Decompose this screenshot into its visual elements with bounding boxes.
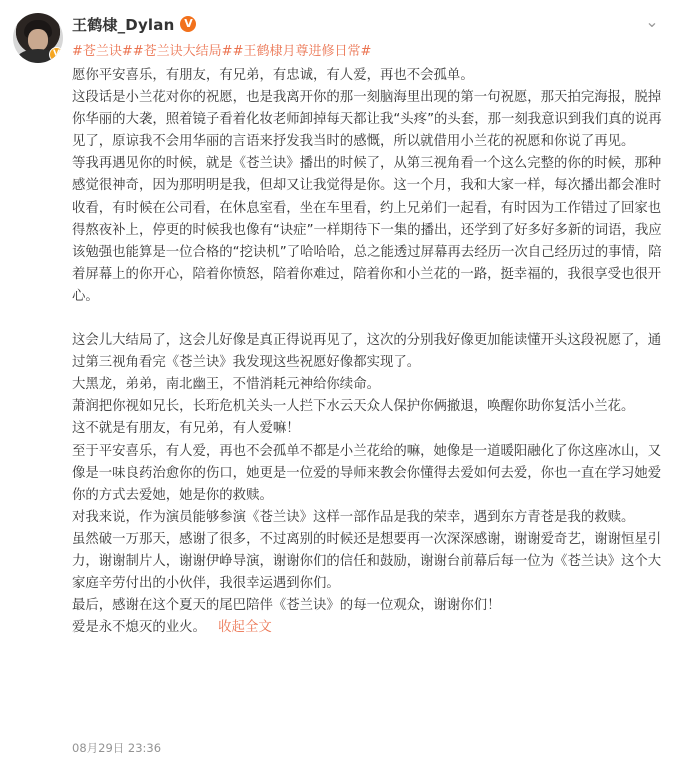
closing-line: 爱是永不熄灭的业火。 <box>72 620 206 636</box>
paragraph-10: 虽然破一万那天，感谢了很多，不过离别的时候还是想要再一次深深感谢，谢谢爱奇艺，谢谢恒星引力，谢谢制片人，谢谢伊峥导演，谢谢你们的信任和鼓励，谢谢台前幕后每一位为《苍兰诀》这个大家庭辛劳付出的小伙伴，我很幸运遇到你们。 <box>72 531 662 592</box>
post-content <box>72 65 668 639</box>
paragraph-2: 这段话是小兰花对你的祝愿，也是我离开你的那一刻脑海里出现的第一句祝愿，那天拍完海报，脱掉你华丽的大袭，照着镜子看着化妆老师卸掉每天都让我“头疼”的头套，那一刻我意识到我们真的说再见了，原谅我不会用华丽的言语来抒发我当时的感慨，所以就借用小兰花的祝愿和你说了再见。 <box>72 90 662 150</box>
post-timestamp[interactable]: 08月29日 23:36 <box>72 741 162 755</box>
paragraph-9: 对我来说，作为演员能够参演《苍兰诀》这样一部作品是我的荣幸，遇到东方青苍是我的救赎。 <box>72 509 635 525</box>
paragraph-8: 至于平安喜乐，有人爱，再也不会孤单不都是小兰花给的嘛，她像是一道暖阳融化了你这座冰山，又像是一味良药治愈你的伤口，她更是一位爱的导师来教会你懂得去爱如何去爱，你也一直在学习她爱你的方式去爱她，她是你的救赎。 <box>72 443 662 503</box>
avatar-face <box>28 29 48 51</box>
paragraph-11: 最后，感谢在这个夏天的尾巴陪伴《苍兰诀》的每一位观众，谢谢你们！ <box>72 598 501 614</box>
paragraph-4: 这会儿大结局了，这会儿好像是真正得说再见了，这次的分别我好像更加能读懂开头这段祝愿了，通过第三视角看完《苍兰诀》我发现这些祝愿好像都实现了。 <box>72 333 662 371</box>
avatar[interactable] <box>13 13 63 63</box>
paragraph-1: 愿你平安喜乐，有朋友，有兄弟，有忠诚，有人爱，再也不会孤单。 <box>72 68 474 83</box>
hashtag-line[interactable]: #苍兰诀##苍兰诀大结局##王鹤棣月尊进修日常# <box>72 44 372 59</box>
paragraph-spacer <box>72 308 668 330</box>
paragraph-7: 这不就是有朋友，有兄弟，有人爱嘛！ <box>72 421 300 437</box>
author-name[interactable]: 王鹤棣_Dylan <box>72 15 175 34</box>
collapse-full-text-link[interactable]: 收起全文 <box>218 620 272 636</box>
post-header <box>72 13 196 35</box>
paragraph-12 <box>72 617 668 639</box>
avatar-verified-badge: V <box>49 47 63 62</box>
chevron-down-icon[interactable]: ⌄ <box>645 12 659 31</box>
verified-badge-icon: V <box>180 16 196 32</box>
paragraph-3: 等我再遇见你的时候，就是《苍兰诀》播出的时候了，从第三视角看一个这么完整的你的时候，那种感觉很神奇，因为那明明是我，但却又让我觉得是你。这一个月，我和大家一样，每次播出都会准时收看，有时候在公司看，在休息室看，坐在车里看，约上兄弟们一起看，有时因为工作错过了回家也得熬夜补上，停更的时候我也像有“诀症”一样期待下一集的播出，还学到了好多好多新的词语，我应该勉强也能算是一位合格的“挖诀机”了哈哈哈，总之能透过屏幕再去经历一次自己经历过的事情，陪着屏幕上的你开心，陪着你愤怒，陪着你难过，陪着你和小兰花的一路，挺幸福的，我很享受也很开心。 <box>72 156 662 304</box>
paragraph-6: 萧润把你视如兄长，长珩危机关头一人拦下水云天众人保护你俩撤退，唤醒你助你复活小兰花。 <box>72 399 635 415</box>
paragraph-5: 大黑龙，弟弟，南北幽王，不惜消耗元神给你续命。 <box>72 377 380 393</box>
